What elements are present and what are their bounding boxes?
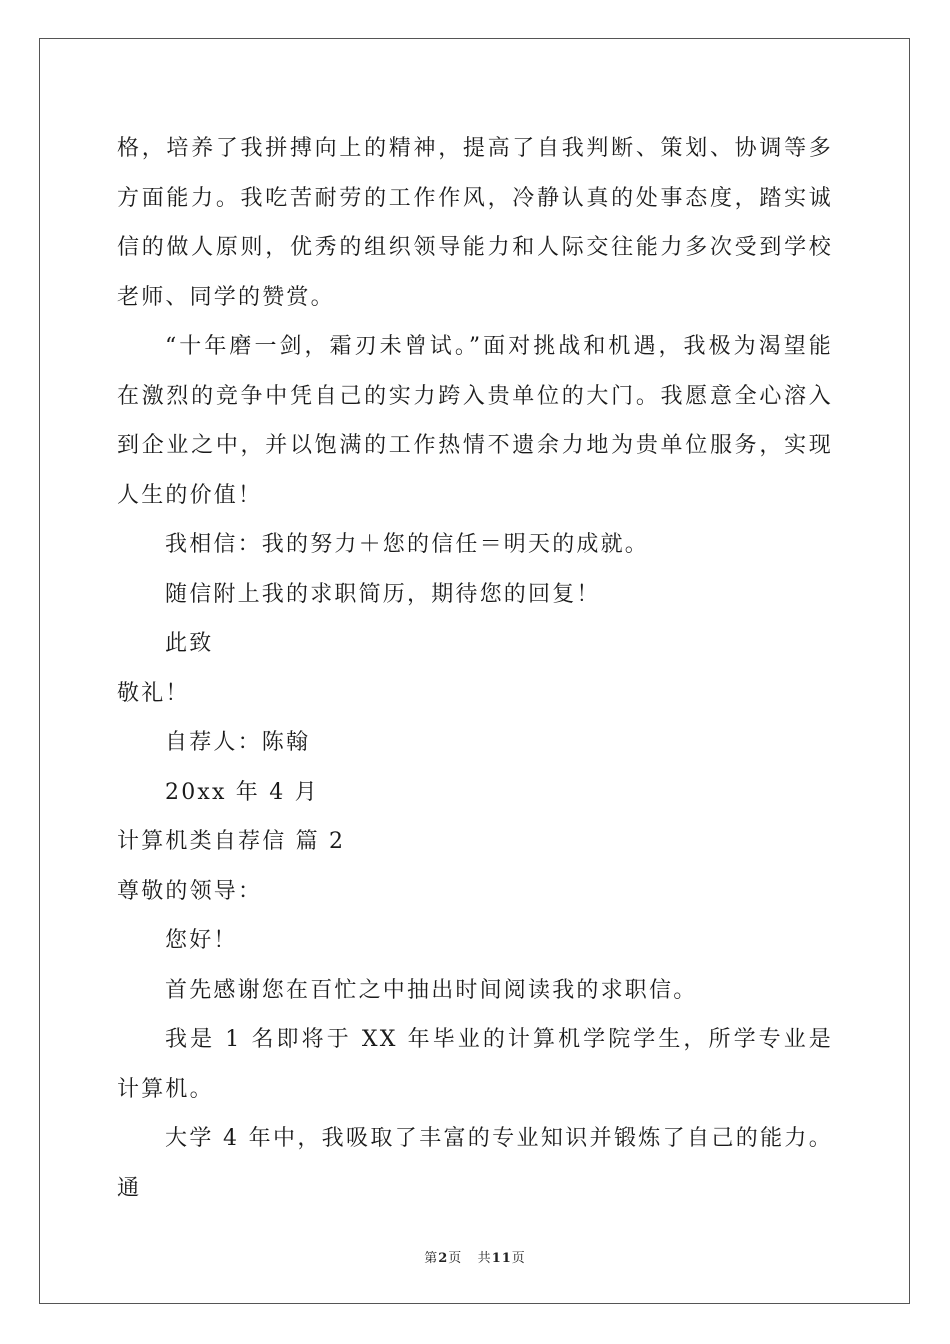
closing-regards: 敬礼！ — [117, 680, 190, 706]
paragraph-university: 大学 4 年中，我吸取了丰富的专业知识并锻炼了自己的能力。通 — [117, 1126, 833, 1201]
paragraph-attachment: 随信附上我的求职简历，期待您的回复！ — [165, 581, 601, 607]
paragraph-quote: “十年磨一剑，霜刃未曾试。”面对挑战和机遇，我极为渴望能在激烈的竞争中凭自己的实力跨入贵单位的大门。我愿意全心溶入到企业之中，并以饱满的工作热情不遗余力地为贵单位服务，实现人生的价值！ — [117, 334, 833, 508]
date-line: 20xx 年 4 月 — [165, 779, 319, 805]
paragraph-continuation: 格，培养了我拼搏向上的精神，提高了自我判断、策划、协调等多方面能力。我吃苦耐劳的工作作风，冷静认真的处事态度，踏实诚信的做人原则，优秀的组织领导能力和人际交往能力多次受到学校老师、同学的赞赏。 — [117, 136, 833, 310]
footer-page-unit: 页 — [448, 1251, 463, 1266]
footer-total-pages: 11 — [491, 1251, 512, 1266]
paragraph-intro: 我是 1 名即将于 XX 年毕业的计算机学院学生，所学专业是计算机。 — [117, 1027, 833, 1102]
signature-line: 自荐人：陈翰 — [165, 730, 311, 755]
paragraph-thanks: 首先感谢您在百忙之中抽出时间阅读我的求职信。 — [165, 977, 698, 1003]
page-footer — [0, 1247, 950, 1266]
greeting-recipient: 尊敬的领导： — [117, 878, 263, 904]
footer-total-unit: 页 — [511, 1251, 526, 1266]
footer-page-number: 2 — [438, 1251, 449, 1266]
footer-page-prefix: 第 — [424, 1251, 439, 1266]
greeting-hello: 您好！ — [165, 928, 238, 953]
document-body — [117, 124, 833, 1213]
paragraph-belief: 我相信：我的努力＋您的信任＝明天的成就。 — [165, 532, 650, 557]
closing-salutation: 此致 — [165, 631, 214, 656]
section-heading: 计算机类自荐信 篇 2 — [117, 829, 346, 854]
footer-total-prefix: 共 — [477, 1251, 492, 1266]
